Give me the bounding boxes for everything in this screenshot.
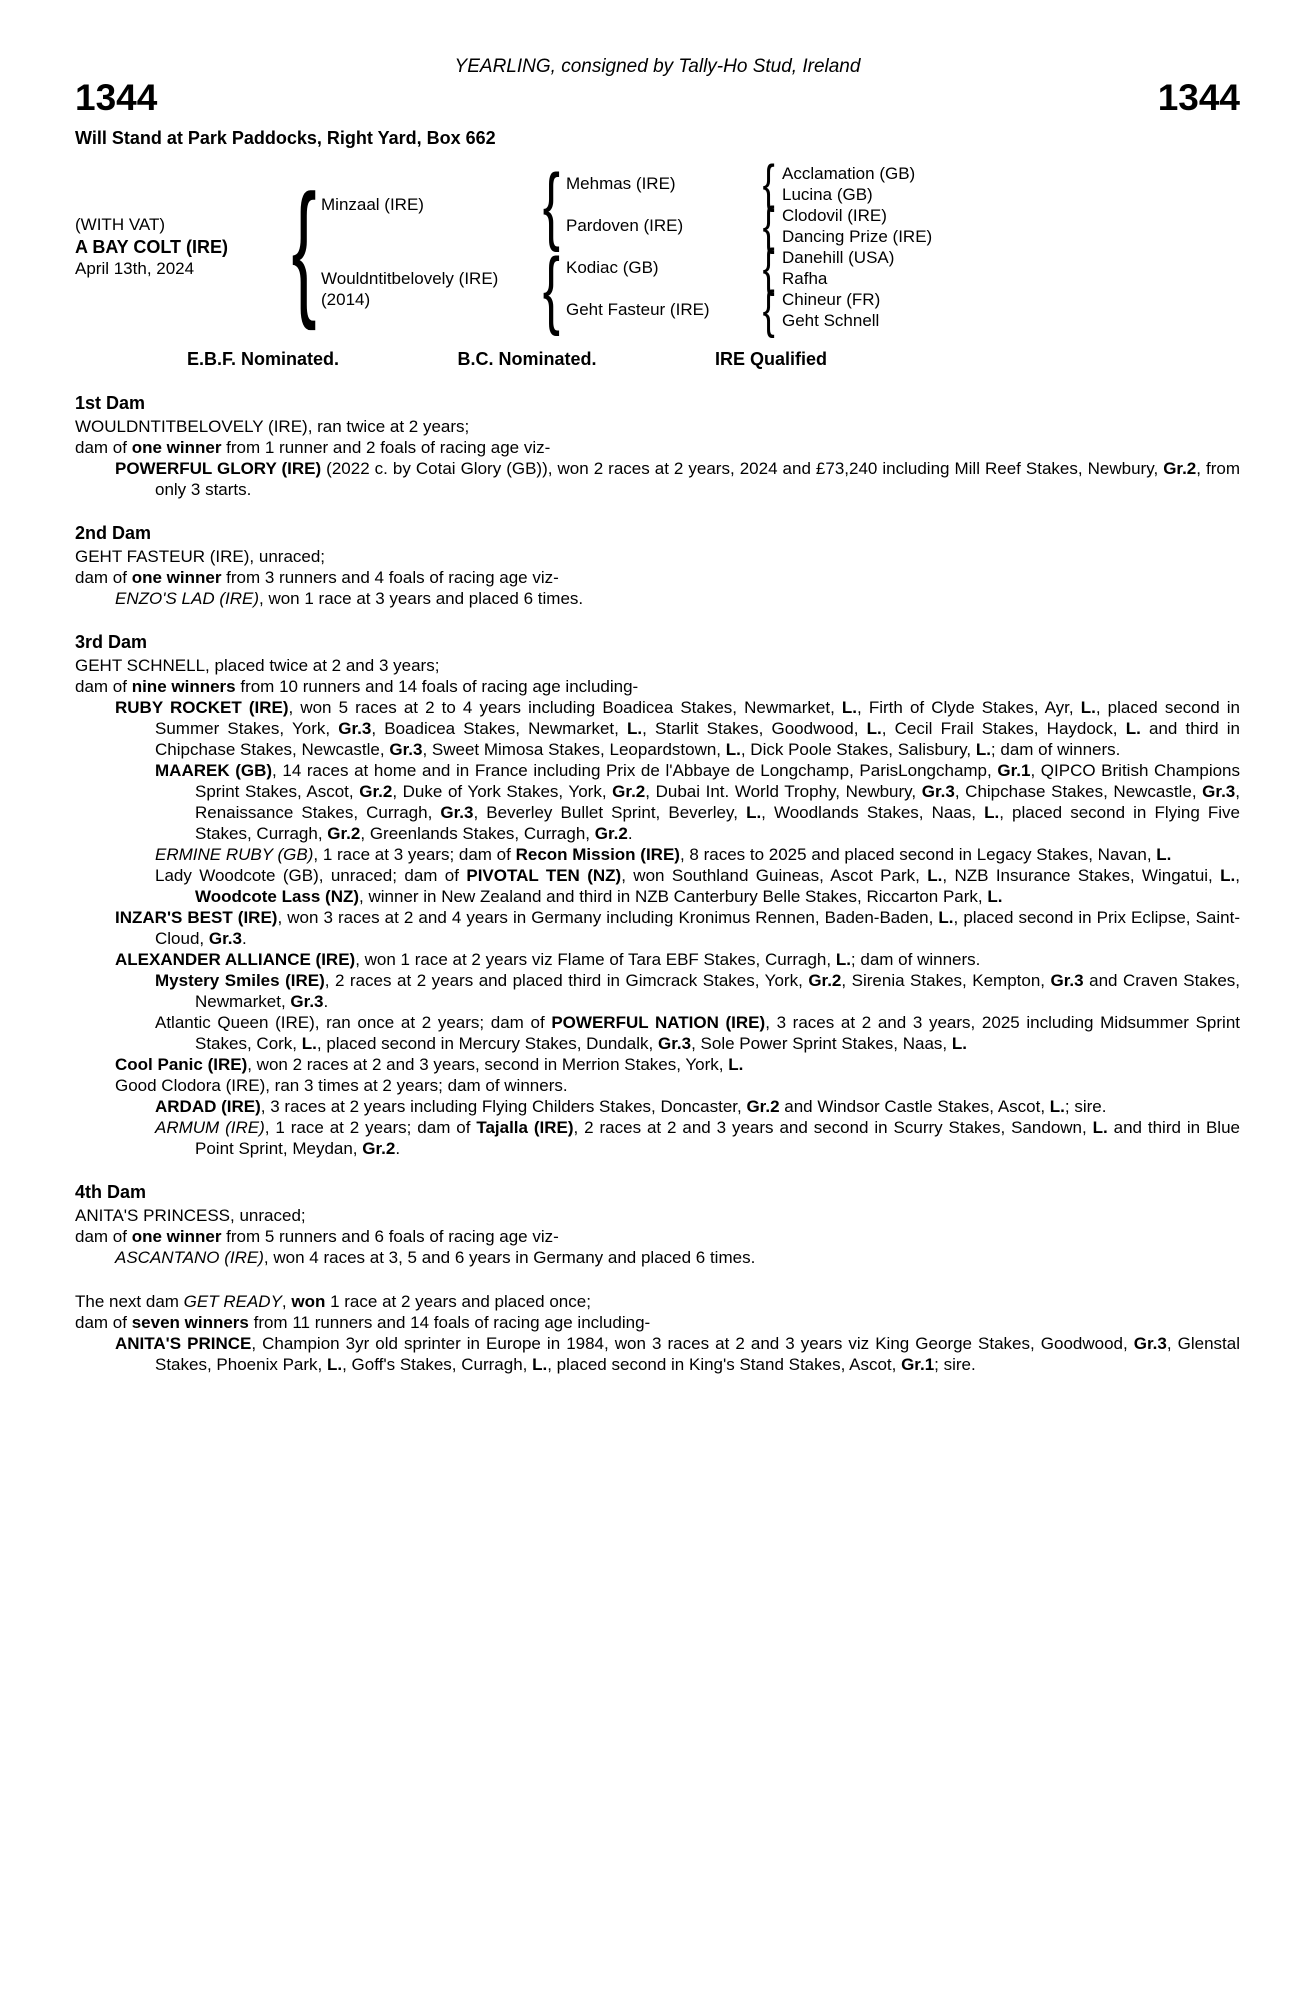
text-run: , placed second in Prix Eclipse, Saint-Cloud, [155, 907, 1241, 948]
catalogue-paragraph [75, 1312, 1240, 1333]
stand-location-line: Will Stand at Park Paddocks, Right Yard, Box 662 [75, 127, 496, 148]
text-run: L. [627, 718, 643, 738]
text-run: nine winners [131, 676, 236, 696]
dam-year: (2014) [321, 289, 371, 309]
text-run: ANITA'S PRINCE [115, 1333, 252, 1353]
text-run: , 1 race at 2 years; dam of [264, 1117, 477, 1137]
text-run: , [1235, 865, 1240, 885]
text-run: Gr.3 [290, 991, 324, 1011]
text-run: , Dubai Int. World Trophy, Newbury, [645, 781, 922, 801]
text-run: L. [835, 949, 851, 969]
dam-section [75, 523, 1240, 609]
text-run: GET READY [183, 1291, 282, 1311]
text-run: Gr.2 [327, 823, 361, 843]
text-run: . [627, 823, 633, 843]
catalogue-paragraph [75, 588, 1240, 609]
text-run: RUBY ROCKET (IRE) [115, 697, 289, 717]
text-run: INZAR'S BEST (IRE) [115, 907, 278, 927]
text-run: , Sirenia Stakes, Kempton, [841, 970, 1051, 990]
ebf-nominated-label: E.B.F. Nominated. [187, 348, 340, 369]
text-run: , placed second in Flying Five Stakes, Curragh, [195, 802, 1240, 843]
text-run: and third in Blue Point Sprint, Meydan, [195, 1117, 1240, 1158]
text-run: , Goff's Stakes, Curragh, [342, 1354, 533, 1374]
sire-cell [321, 163, 536, 247]
text-run: , won 5 races at 2 to 4 years including Boadicea Stakes, Newmarket, [288, 697, 842, 717]
catalogue-paragraph [75, 949, 1240, 970]
text-run: POWERFUL NATION (IRE) [551, 1012, 766, 1032]
catalogue-paragraph [75, 437, 1240, 458]
catalogue-paragraph [75, 1291, 1240, 1312]
text-run: , won 4 races at 3, 5 and 6 years in Germany and placed 6 times. [263, 1247, 756, 1267]
text-run: . [395, 1138, 401, 1158]
text-run: L. [1156, 844, 1172, 864]
subject-foaling-date: April 13th, 2024 [75, 258, 195, 278]
text-run: Gr.2 [612, 781, 646, 801]
vat-note: (WITH VAT) [75, 214, 166, 234]
text-run: L. [532, 1354, 548, 1374]
dam-section-heading: 2nd Dam [75, 522, 152, 543]
text-run: Gr.2 [362, 1138, 396, 1158]
text-run: , placed second in Mercury Stakes, Dundalk, [316, 1033, 658, 1053]
text-run: dam of [75, 437, 132, 457]
dam-section-heading: 3rd Dam [75, 631, 148, 652]
text-run: L. [938, 907, 954, 927]
dam-dam-name: Geht Fasteur (IRE) [566, 300, 710, 320]
text-run: The next dam [75, 1291, 184, 1311]
text-run: POWERFUL GLORY (IRE) [115, 458, 322, 478]
text-run: Tajalla (IRE) [476, 1117, 574, 1137]
catalogue-paragraph [75, 1247, 1240, 1268]
text-run: , 2 races at 2 and 3 years and second in Scurry Stakes, Sandown, [573, 1117, 1093, 1137]
pedigree-brace-gen3-2: { [762, 196, 776, 255]
text-run: and Windsor Castle Stakes, Ascot, [779, 1096, 1050, 1116]
sire-dam-name: Pardoven (IRE) [566, 216, 684, 236]
dam-section [75, 632, 1240, 1159]
text-run: Cool Panic (IRE) [115, 1054, 248, 1074]
catalogue-paragraph [75, 655, 1240, 676]
text-run: L. [927, 865, 943, 885]
text-run: , won 1 race at 2 years viz Flame of Tara EBF Stakes, Curragh, [355, 949, 836, 969]
lot-number-right: 1344 [1157, 77, 1240, 118]
text-run: . [241, 928, 247, 948]
catalogue-paragraph [75, 865, 1240, 907]
text-run: seven winners [131, 1312, 249, 1332]
catalogue-paragraph [75, 907, 1240, 949]
text-run: one winner [131, 567, 222, 587]
text-run: , 3 races at 2 and 3 years, 2025 including Midsummer Sprint Stakes, Cork, [195, 1012, 1241, 1053]
catalogue-body [75, 393, 1240, 1375]
pedigree-brace-gen3-1: { [762, 154, 776, 213]
text-run: , 1 race at 3 years; dam of [313, 844, 516, 864]
text-run: , Dick Poole Stakes, Salisbury, [740, 739, 976, 759]
text-run: , Renaissance Stakes, Curragh, [195, 781, 1240, 822]
text-run: Gr.2 [594, 823, 628, 843]
gen3-name-5: Danehill (USA) [782, 247, 895, 267]
text-run: Gr.3 [338, 718, 372, 738]
gen3-name-7: Chineur (FR) [782, 289, 881, 309]
text-run: L. [1125, 718, 1141, 738]
text-run: ARMUM (IRE) [155, 1117, 265, 1137]
text-run: Gr.3 [208, 928, 242, 948]
text-run: Mystery Smiles (IRE) [155, 970, 325, 990]
text-run: , Glenstal Stakes, Phoenix Park, [155, 1333, 1241, 1374]
text-run: L. [1220, 865, 1236, 885]
gen3-name-8: Geht Schnell [782, 310, 880, 330]
text-run: , NZB Insurance Stakes, Wingatui, [942, 865, 1221, 885]
text-run: dam of [75, 1312, 132, 1332]
gen3-name-6: Rafha [782, 268, 828, 288]
dam-section-heading: 1st Dam [75, 392, 146, 413]
pedigree-brace-sire: { [542, 156, 560, 253]
catalogue-paragraph [75, 567, 1240, 588]
text-run: Gr.3 [389, 739, 423, 759]
text-run: one winner [131, 1226, 222, 1246]
text-run: , Sole Power Sprint Stakes, Naas, [691, 1033, 952, 1053]
text-run: , 14 races at home and in France including Prix de l'Abbaye de Longchamp, ParisLongchamp, [272, 760, 998, 780]
text-run: Gr.3 [440, 802, 474, 822]
text-run: Gr.1 [997, 760, 1031, 780]
gen3-name-2: Lucina (GB) [782, 184, 873, 204]
text-run: , won 2 races at 2 and 3 years, second in Merrion Stakes, York, [247, 1054, 729, 1074]
catalogue-paragraph [75, 416, 1240, 437]
text-run: Gr.2 [808, 970, 842, 990]
text-run: L. [987, 886, 1003, 906]
text-run: Good Clodora (IRE), ran 3 times at 2 years; dam of winners. [115, 1075, 568, 1095]
text-run: L. [1092, 1117, 1108, 1137]
text-run: GEHT FASTEUR (IRE), unraced; [75, 546, 326, 566]
lot-number-left: 1344 [75, 77, 158, 118]
text-run: . [323, 991, 329, 1011]
catalogue-paragraph [75, 1333, 1240, 1375]
text-run: , QIPCO British Champions Sprint Stakes, Ascot, [195, 760, 1241, 801]
sire-sire-name: Mehmas (IRE) [566, 174, 676, 194]
catalogue-paragraph [75, 970, 1240, 1012]
text-run: MAAREK (GB) [155, 760, 273, 780]
text-run: dam of [75, 1226, 132, 1246]
catalogue-paragraph [75, 760, 1240, 844]
text-run: L. [1080, 697, 1096, 717]
text-run: dam of [75, 567, 132, 587]
catalogue-paragraph [75, 1205, 1240, 1226]
text-run: and Craven Stakes, Newmarket, [195, 970, 1240, 1011]
nominations-row [187, 349, 827, 370]
catalogue-paragraph [75, 676, 1240, 697]
text-run: and third in Chipchase Stakes, Newcastle, [155, 718, 1240, 759]
text-run: , Cecil Frail Stakes, Haydock, [881, 718, 1126, 738]
text-run: Lady Woodcote (GB), unraced; dam of [155, 865, 467, 885]
catalogue-paragraph [75, 546, 1240, 567]
text-run: Gr.3 [658, 1033, 692, 1053]
text-run: won [291, 1291, 326, 1311]
text-run: , Firth of Clyde Stakes, Ayr, [857, 697, 1081, 717]
dam-name: Wouldntitbelovely (IRE) [321, 268, 499, 288]
text-run: Gr.3 [1202, 781, 1236, 801]
text-run: ; dam of winners. [850, 949, 981, 969]
dam-sire-name: Kodiac (GB) [566, 258, 659, 278]
catalogue-paragraph [75, 1012, 1240, 1054]
sire-name: Minzaal (IRE) [321, 195, 424, 215]
text-run: dam of [75, 676, 132, 696]
text-run: , won 3 races at 2 and 4 years in Germany including Kronimus Rennen, Baden-Baden, [277, 907, 939, 927]
text-run: ; sire. [934, 1354, 976, 1374]
dam-section [75, 393, 1240, 500]
catalogue-paragraph [75, 1096, 1240, 1117]
text-run: one winner [131, 437, 222, 457]
dam-section-heading: 4th Dam [75, 1181, 147, 1202]
text-run: from 11 runners and 14 foals of racing age including- [248, 1312, 651, 1332]
text-run: ENZO'S LAD (IRE) [115, 588, 259, 608]
subject-name: A BAY COLT (IRE) [75, 236, 229, 257]
text-run: , 8 races to 2025 and placed second in Legacy Stakes, Navan, [679, 844, 1157, 864]
catalogue-paragraph [75, 1226, 1240, 1247]
text-run: Gr.2 [746, 1096, 780, 1116]
text-run: L. [951, 1033, 967, 1053]
pedigree-brace-gen3-3: { [762, 238, 776, 297]
text-run: Woodcote Lass (NZ) [195, 886, 360, 906]
bc-nominated-label: B.C. Nominated. [457, 348, 597, 369]
text-run: , Duke of York Stakes, York, [392, 781, 613, 801]
lot-number-row [75, 79, 1240, 118]
text-run: (2022 c. by Cotai Glory (GB)), won 2 races at 2 years, 2024 and £73,240 including Mill Reef Stakes, Newbury, [321, 458, 1164, 478]
gen3-name-4: Dancing Prize (IRE) [782, 226, 933, 246]
catalogue-paragraph [75, 697, 1240, 760]
text-run: ; dam of winners. [990, 739, 1121, 759]
text-run: , from only 3 starts. [155, 458, 1241, 499]
text-run: WOULDNTITBELOVELY (IRE), ran twice at 2 years; [75, 416, 470, 436]
text-run: Gr.2 [1163, 458, 1197, 478]
text-run: , Boadicea Stakes, Newmarket, [371, 718, 628, 738]
text-run: L. [841, 697, 858, 717]
text-run: ANITA'S PRINCESS, unraced; [75, 1205, 306, 1225]
text-run: ; sire. [1064, 1096, 1107, 1116]
text-run: Atlantic Queen (IRE), ran once at 2 years; dam of [155, 1012, 552, 1032]
text-run: L. [975, 739, 991, 759]
text-run: ASCANTANO (IRE) [115, 1247, 264, 1267]
text-run: ALEXANDER ALLIANCE (IRE) [115, 949, 356, 969]
text-run: ARDAD (IRE) [155, 1096, 261, 1116]
text-run: 1 race at 2 years and placed once; [325, 1291, 591, 1311]
ire-qualified-label: IRE Qualified [714, 348, 827, 369]
dam-section [75, 1182, 1240, 1268]
text-run: L. [301, 1033, 317, 1053]
catalogue-paragraph [75, 1075, 1240, 1096]
text-run: , placed second in King's Stand Stakes, Ascot, [547, 1354, 902, 1374]
text-run: , 2 races at 2 years and placed third in Gimcrack Stakes, York, [324, 970, 809, 990]
text-run: L. [1049, 1096, 1065, 1116]
text-run: , won 1 race at 3 years and placed 6 times. [259, 588, 584, 608]
catalogue-paragraph [75, 844, 1240, 865]
text-run: Recon Mission (IRE) [515, 844, 680, 864]
catalogue-paragraph [75, 458, 1240, 500]
text-run: from 1 runner and 2 foals of racing age viz- [221, 437, 551, 457]
text-run: , Beverley Bullet Sprint, Beverley, [473, 802, 747, 822]
text-run: Gr.3 [1133, 1333, 1167, 1353]
text-run: L. [984, 802, 1000, 822]
text-run: L. [728, 1054, 744, 1074]
consignor-line: YEARLING, consigned by Tally-Ho Stud, Ireland [454, 56, 861, 77]
catalogue-paragraph [75, 1054, 1240, 1075]
text-run: Gr.3 [921, 781, 955, 801]
dam-cell [321, 247, 536, 331]
text-run: L. [866, 718, 882, 738]
text-run: , placed second in Summer Stakes, York, [155, 697, 1240, 738]
text-run: L. [326, 1354, 343, 1374]
dam-section [75, 1291, 1240, 1375]
pedigree-table [75, 154, 1240, 339]
text-run: , Sweet Mimosa Stakes, Leopardstown, [422, 739, 726, 759]
text-run: L. [746, 802, 762, 822]
pedigree-brace-gen3-4: { [762, 280, 776, 339]
text-run: L. [725, 739, 741, 759]
text-run: from 10 runners and 14 foals of racing age including- [235, 676, 639, 696]
text-run: , Starlit Stakes, Goodwood, [642, 718, 867, 738]
text-run: , Chipchase Stakes, Newcastle, [954, 781, 1203, 801]
catalogue-paragraph [75, 1117, 1240, 1159]
text-run: , [281, 1291, 292, 1311]
text-run: , Woodlands Stakes, Naas, [761, 802, 985, 822]
text-run: , 3 races at 2 years including Flying Childers Stakes, Doncaster, [260, 1096, 747, 1116]
pedigree-brace-dam: { [542, 240, 560, 337]
gen3-name-3: Clodovil (IRE) [782, 205, 887, 225]
text-run: Gr.2 [359, 781, 393, 801]
pedigree-brace-gen1: { [291, 162, 317, 331]
text-run: ERMINE RUBY (GB) [155, 844, 314, 864]
text-run: PIVOTAL TEN (NZ) [466, 865, 622, 885]
text-run: from 3 runners and 4 foals of racing age viz- [221, 567, 559, 587]
text-run: from 5 runners and 6 foals of racing age viz- [221, 1226, 559, 1246]
text-run: Gr.3 [1050, 970, 1084, 990]
subject-block [75, 163, 287, 331]
text-run: , winner in New Zealand and third in NZB Canterbury Belle Stakes, Riccarton Park, [359, 886, 988, 906]
text-run: Gr.1 [901, 1354, 935, 1374]
gen3-name-1: Acclamation (GB) [782, 163, 916, 183]
text-run: , won Southland Guineas, Ascot Park, [621, 865, 928, 885]
text-run: , Champion 3yr old sprinter in Europe in 1984, won 3 races at 2 and 3 years viz King George Stakes, Goodwood, [251, 1333, 1134, 1353]
text-run: , Greenlands Stakes, Curragh, [360, 823, 595, 843]
text-run: GEHT SCHNELL, placed twice at 2 and 3 years; [75, 655, 440, 675]
